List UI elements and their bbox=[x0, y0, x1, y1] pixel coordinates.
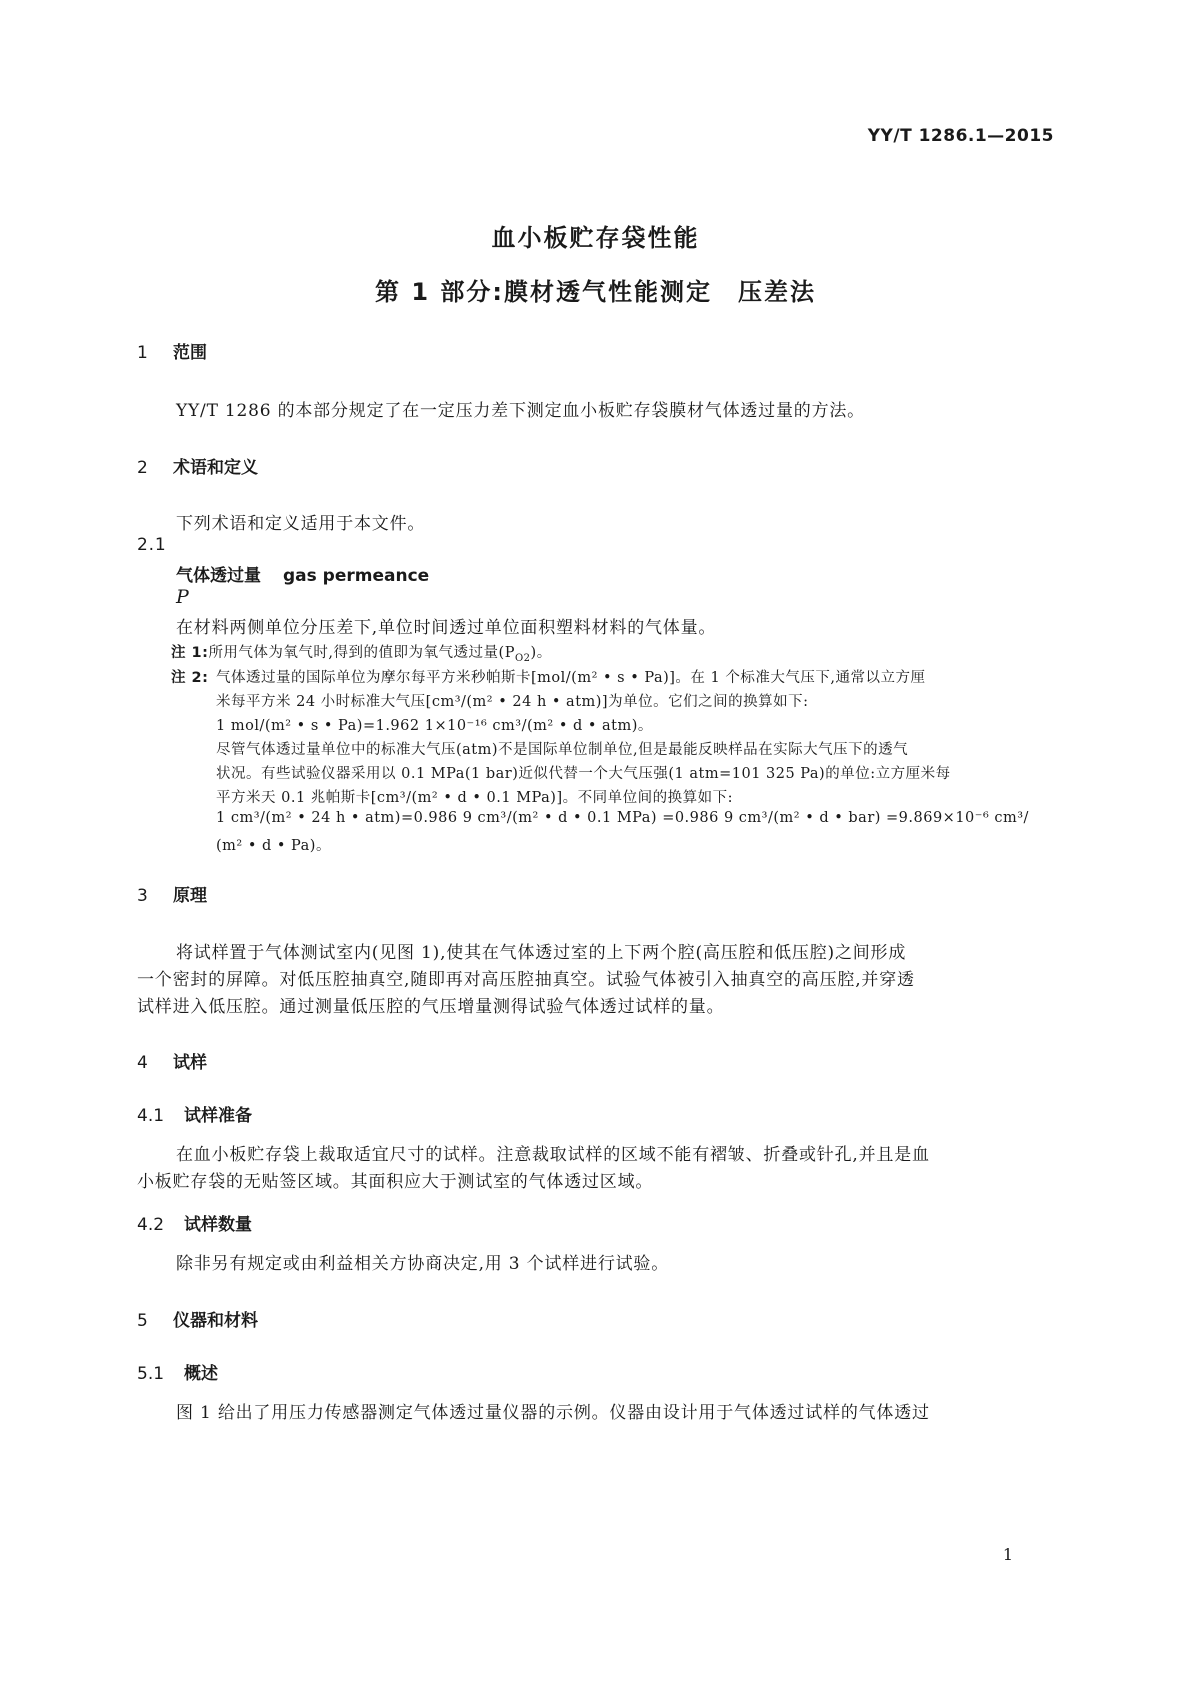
term-symbol: P bbox=[176, 586, 189, 608]
section-title: 范围 bbox=[173, 343, 207, 363]
section-4-1-heading bbox=[137, 1101, 252, 1126]
section-1-body: YY/T 1286 的本部分规定了在一定压力差下测定血小板贮存袋膜材气体透过量的方法。 bbox=[176, 401, 865, 421]
section-4-2-body: 除非另有规定或由利益相关方协商决定,用 3 个试样进行试验。 bbox=[176, 1254, 670, 1274]
note-2-line-3: 1 mol/(m² • s • Pa)=1.962 1×10⁻¹⁶ cm³/(m² • d • atm)。 bbox=[216, 718, 653, 734]
section-title: 试样准备 bbox=[184, 1106, 252, 1126]
note-2-line-8: (m² • d • Pa)。 bbox=[216, 838, 331, 854]
section-number: 4.2 bbox=[137, 1215, 165, 1235]
note-label: 注 1: bbox=[171, 645, 209, 661]
section-number: 4.1 bbox=[137, 1106, 165, 1126]
note-text: 所用气体为氧气时,得到的值即为氧气透过量(P bbox=[208, 645, 515, 661]
section-number: 5.1 bbox=[137, 1364, 165, 1384]
section-number: 3 bbox=[137, 886, 148, 906]
section-3-line-2: 一个密封的屏障。对低压腔抽真空,随即再对高压腔抽真空。试验气体被引入抽真空的高压腔,并穿透 bbox=[137, 970, 915, 990]
note-2-line-7: 1 cm³/(m² • 24 h • atm)=0.986 9 cm³/(m² • d • 0.1 MPa) =0.986 9 cm³/(m² • d • bar) =9.869×10⁻⁶ cm³/ bbox=[216, 810, 1029, 826]
standard-code: YY/T 1286.1—2015 bbox=[867, 126, 1054, 146]
section-2-heading bbox=[137, 453, 258, 478]
section-title: 仪器和材料 bbox=[173, 1311, 258, 1331]
note-2-label bbox=[171, 666, 208, 687]
section-3-line-1: 将试样置于气体测试室内(见图 1),使其在气体透过室的上下两个腔(高压腔和低压腔)之间形成 bbox=[176, 943, 907, 963]
section-title: 试样数量 bbox=[184, 1215, 252, 1235]
section-number: 1 bbox=[137, 343, 148, 363]
section-3-line-3: 试样进入低压腔。通过测量低压腔的气压增量测得试验气体透过试样的量。 bbox=[137, 997, 725, 1017]
term-english: gas permeance bbox=[283, 566, 430, 586]
section-number: 5 bbox=[137, 1311, 148, 1331]
section-number: 4 bbox=[137, 1053, 148, 1073]
term-definition: 在材料两侧单位分压差下,单位时间透过单位面积塑料材料的气体量。 bbox=[176, 618, 717, 638]
note-text-end: )。 bbox=[530, 645, 552, 661]
section-4-2-heading bbox=[137, 1210, 252, 1235]
section-5-1-heading bbox=[137, 1359, 218, 1384]
section-4-1-line-2: 小板贮存袋的无贴签区域。其面积应大于测试室的气体透过区域。 bbox=[137, 1172, 654, 1192]
section-number: 2 bbox=[137, 458, 148, 478]
note-2-line-4: 尽管气体透过量单位中的标准大气压(atm)不是国际单位制单位,但是最能反映样品在实际大气压下的透气 bbox=[216, 742, 909, 758]
section-3-heading bbox=[137, 881, 207, 906]
note-2-line-5: 状况。有些试验仪器采用以 0.1 MPa(1 bar)近似代替一个大气压强(1 atm=101 325 Pa)的单位:立方厘米每 bbox=[216, 766, 951, 782]
section-title: 原理 bbox=[173, 886, 207, 906]
note-subscript: O2 bbox=[514, 652, 531, 664]
document-subtitle: 第 1 部分:膜材透气性能测定 压差法 bbox=[374, 278, 816, 306]
section-2-body: 下列术语和定义适用于本文件。 bbox=[176, 514, 426, 534]
section-1-heading bbox=[137, 338, 207, 363]
note-2-line-2: 米每平方米 24 小时标准大气压[cm³/(m² • 24 h • atm)]为单位。它们之间的换算如下: bbox=[216, 694, 809, 710]
term-entry bbox=[176, 561, 429, 586]
section-title: 概述 bbox=[184, 1364, 218, 1384]
section-title: 试样 bbox=[173, 1053, 207, 1073]
term-chinese: 气体透过量 bbox=[176, 566, 261, 586]
document-title: 血小板贮存袋性能 bbox=[491, 224, 700, 252]
section-4-1-line-1: 在血小板贮存袋上裁取适宜尺寸的试样。注意裁取试样的区域不能有褶皱、折叠或针孔,并且是血 bbox=[176, 1145, 930, 1165]
section-5-1-body: 图 1 给出了用压力传感器测定气体透过量仪器的示例。仪器由设计用于气体透过试样的气体透过 bbox=[176, 1403, 930, 1423]
note-label: 注 2: bbox=[171, 670, 209, 686]
section-title: 术语和定义 bbox=[173, 458, 258, 478]
section-5-heading bbox=[137, 1306, 258, 1331]
section-4-heading bbox=[137, 1048, 207, 1073]
clause-2-1-number: 2.1 bbox=[137, 535, 167, 555]
note-2-line-6: 平方米天 0.1 兆帕斯卡[cm³/(m² • d • 0.1 MPa)]。不同单位间的换算如下: bbox=[216, 790, 734, 806]
page-number: 1 bbox=[1002, 1545, 1013, 1564]
note-1 bbox=[171, 641, 552, 664]
note-2-line-1: 气体透过量的国际单位为摩尔每平方米秒帕斯卡[mol/(m² • s • Pa)]。在 1 个标准大气压下,通常以立方厘 bbox=[216, 670, 926, 686]
